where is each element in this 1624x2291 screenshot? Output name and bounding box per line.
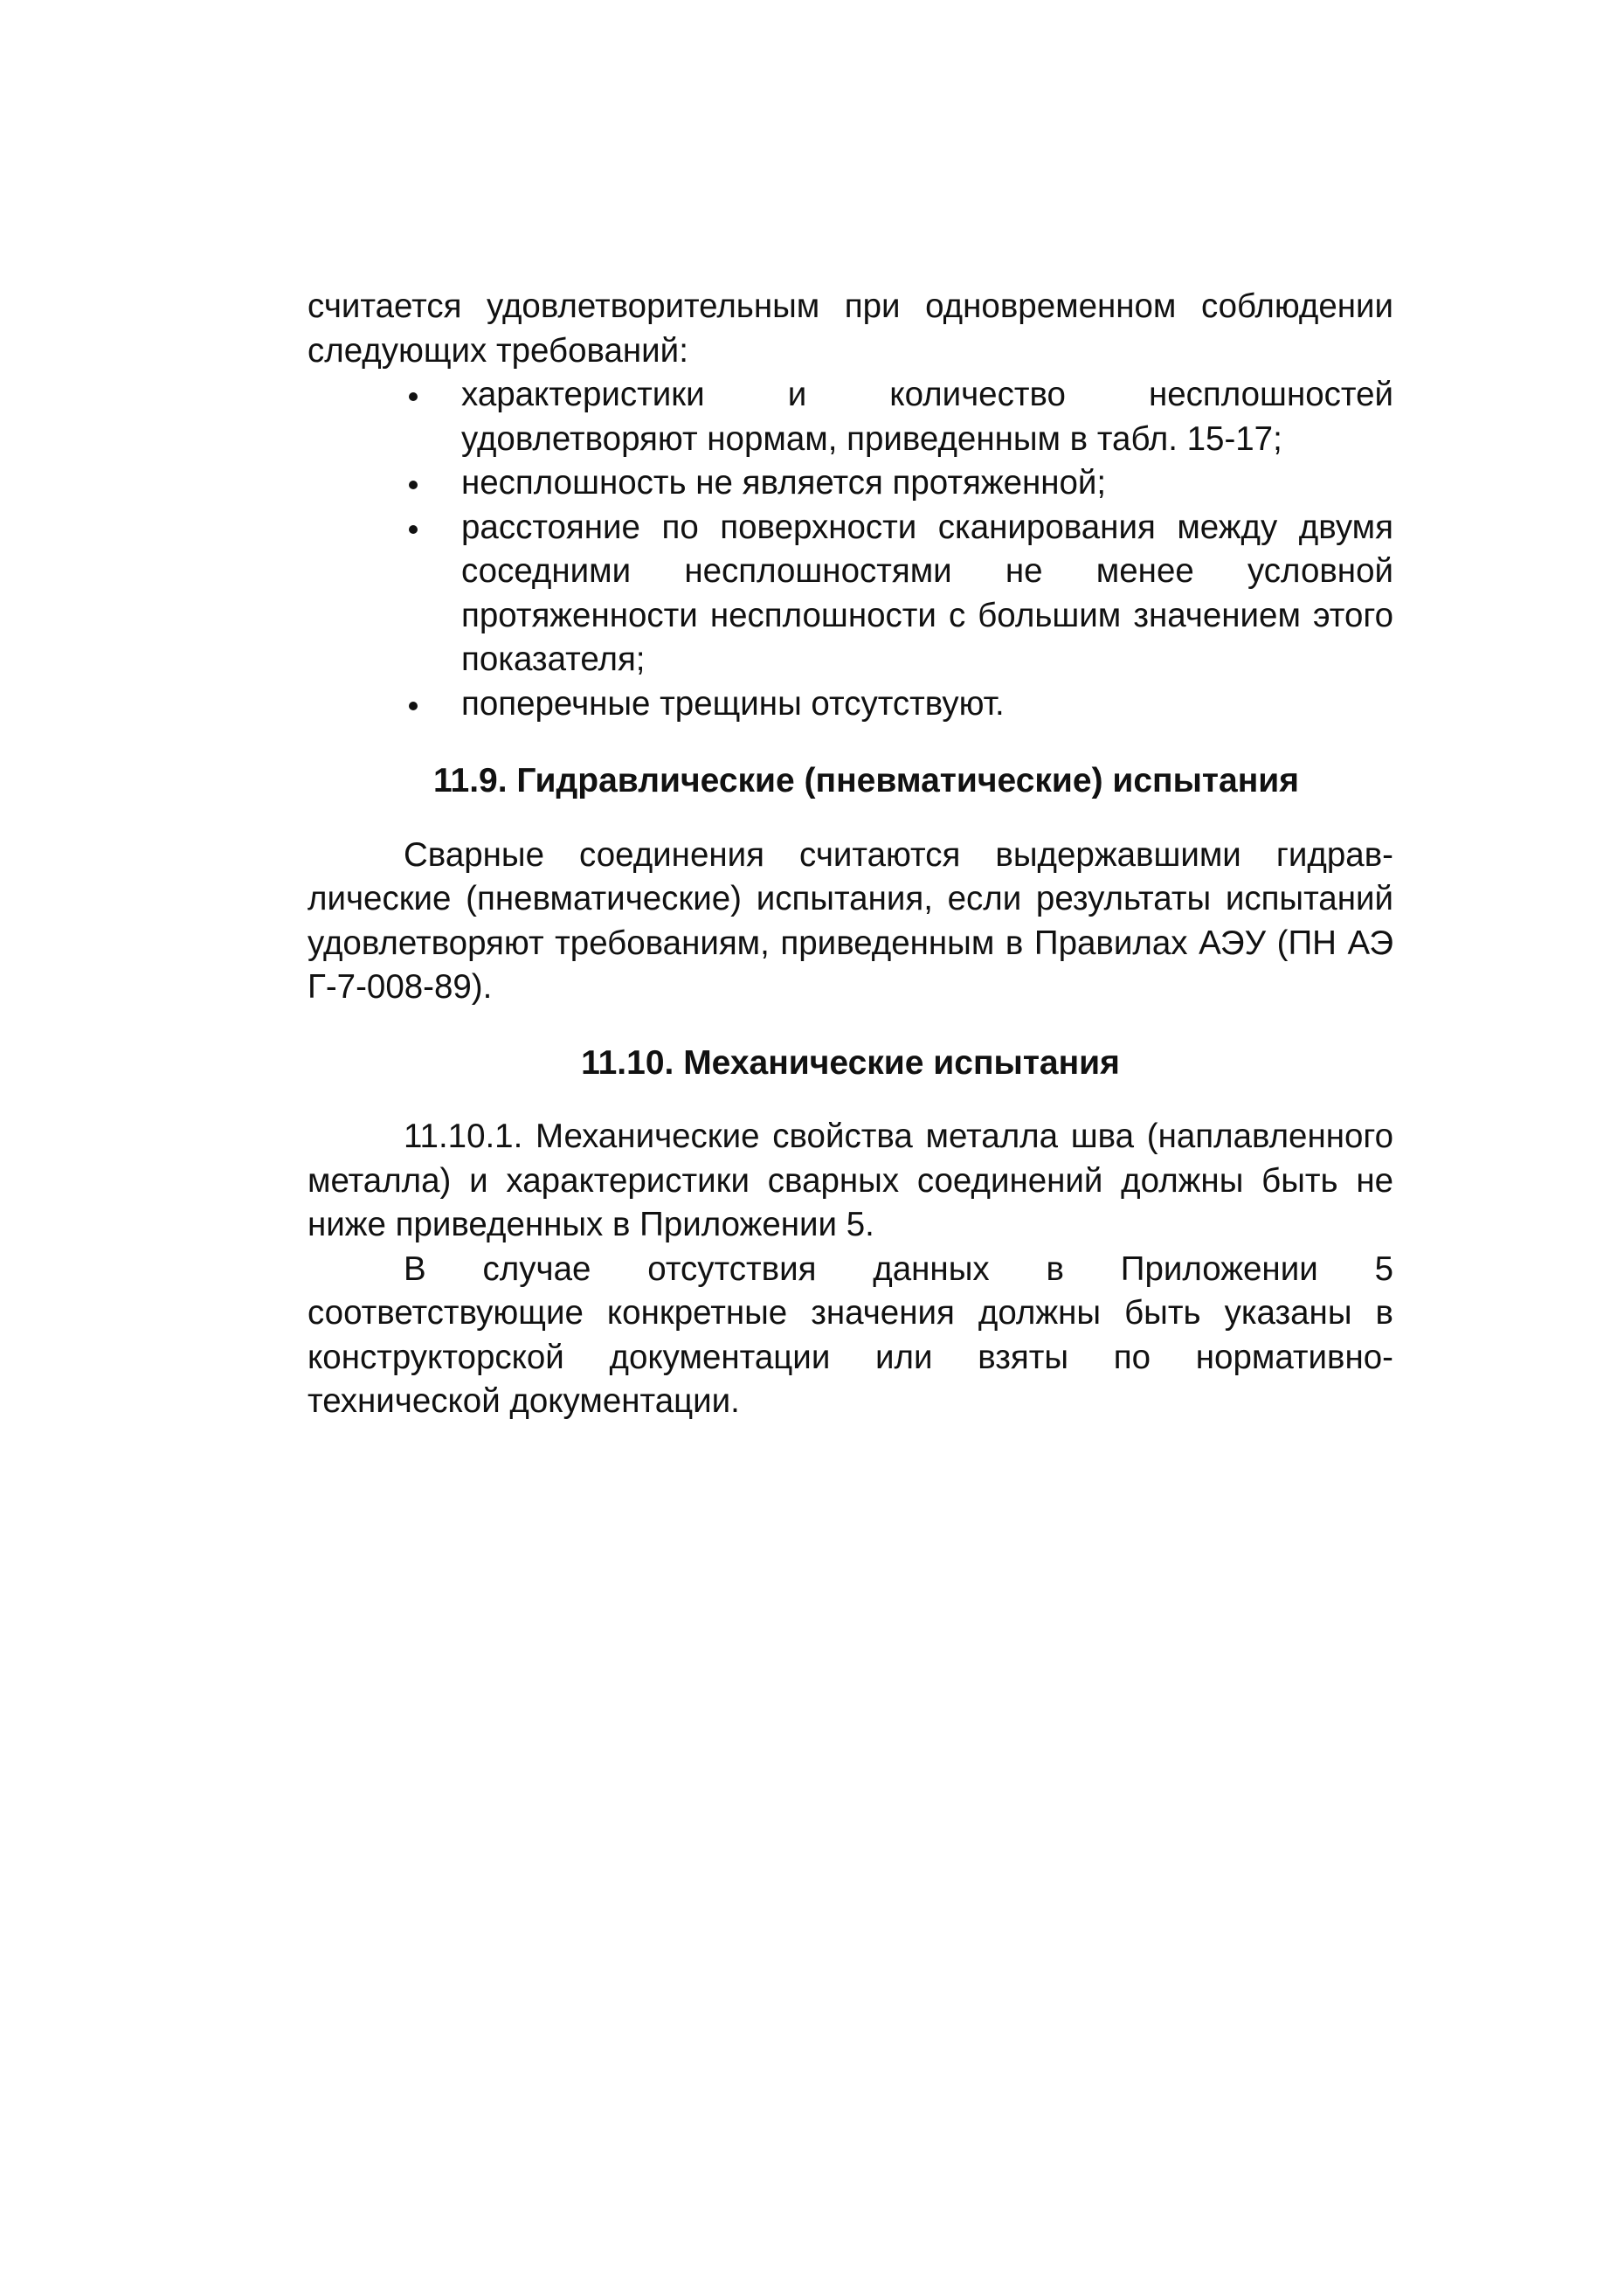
section-heading-11-9: 11.9. Гидравлические (пневматические) испытания xyxy=(432,762,1299,799)
bullet-icon xyxy=(409,481,418,489)
list-item xyxy=(461,682,1393,727)
bullet-icon xyxy=(409,392,418,401)
bullet-icon xyxy=(409,525,418,534)
list-item xyxy=(461,373,1393,461)
section-heading-11-10: 11.10. Механические испытания xyxy=(581,1043,1120,1082)
section-11-9-paragraph: Сварные соединения считаются выдержавшими гидравлические (пневматические) испытания, если результаты испытаний удовлетворяют требованиям, приведенным в Правилах АЭУ (ПН АЭ Г-7-008-89). xyxy=(308,835,1393,1006)
requirements-list xyxy=(308,373,1393,726)
bullet-icon xyxy=(409,702,418,710)
list-item xyxy=(461,506,1393,682)
list-item-text: поперечные трещины отсутствуют. xyxy=(461,684,1005,723)
section-11-10-paragraph-1: 11.10.1. Механические свойства металла шва (наплавленного металла) и характеристики сварных соединений должны быть не ниже приведенных в Приложении 5. xyxy=(308,1118,1393,1243)
section-11-10-paragraph-2: В случае отсутствия данных в Приложении 5 соответствующие конкретные значения должны быть указаны в конструкторской документации или взяты по нормативно-технической документации. xyxy=(308,1249,1393,1420)
list-item-text: несплошность не является протяженной; xyxy=(461,464,1107,502)
list-item-text: характеристики и количество несплошностей удовлетворяют нормам, приведенным в табл. 15-17; xyxy=(461,376,1393,458)
intro-paragraph: считается удовлетворительным при одновременном соблюдении следующих требований: xyxy=(308,287,1393,370)
list-item-text: расстояние по поверхности сканирования между двумя соседними несплошностями не менее условной протяженности несплошности с большим значением этого показателя; xyxy=(461,508,1393,678)
document-page xyxy=(308,285,1393,1424)
list-item xyxy=(461,461,1393,506)
